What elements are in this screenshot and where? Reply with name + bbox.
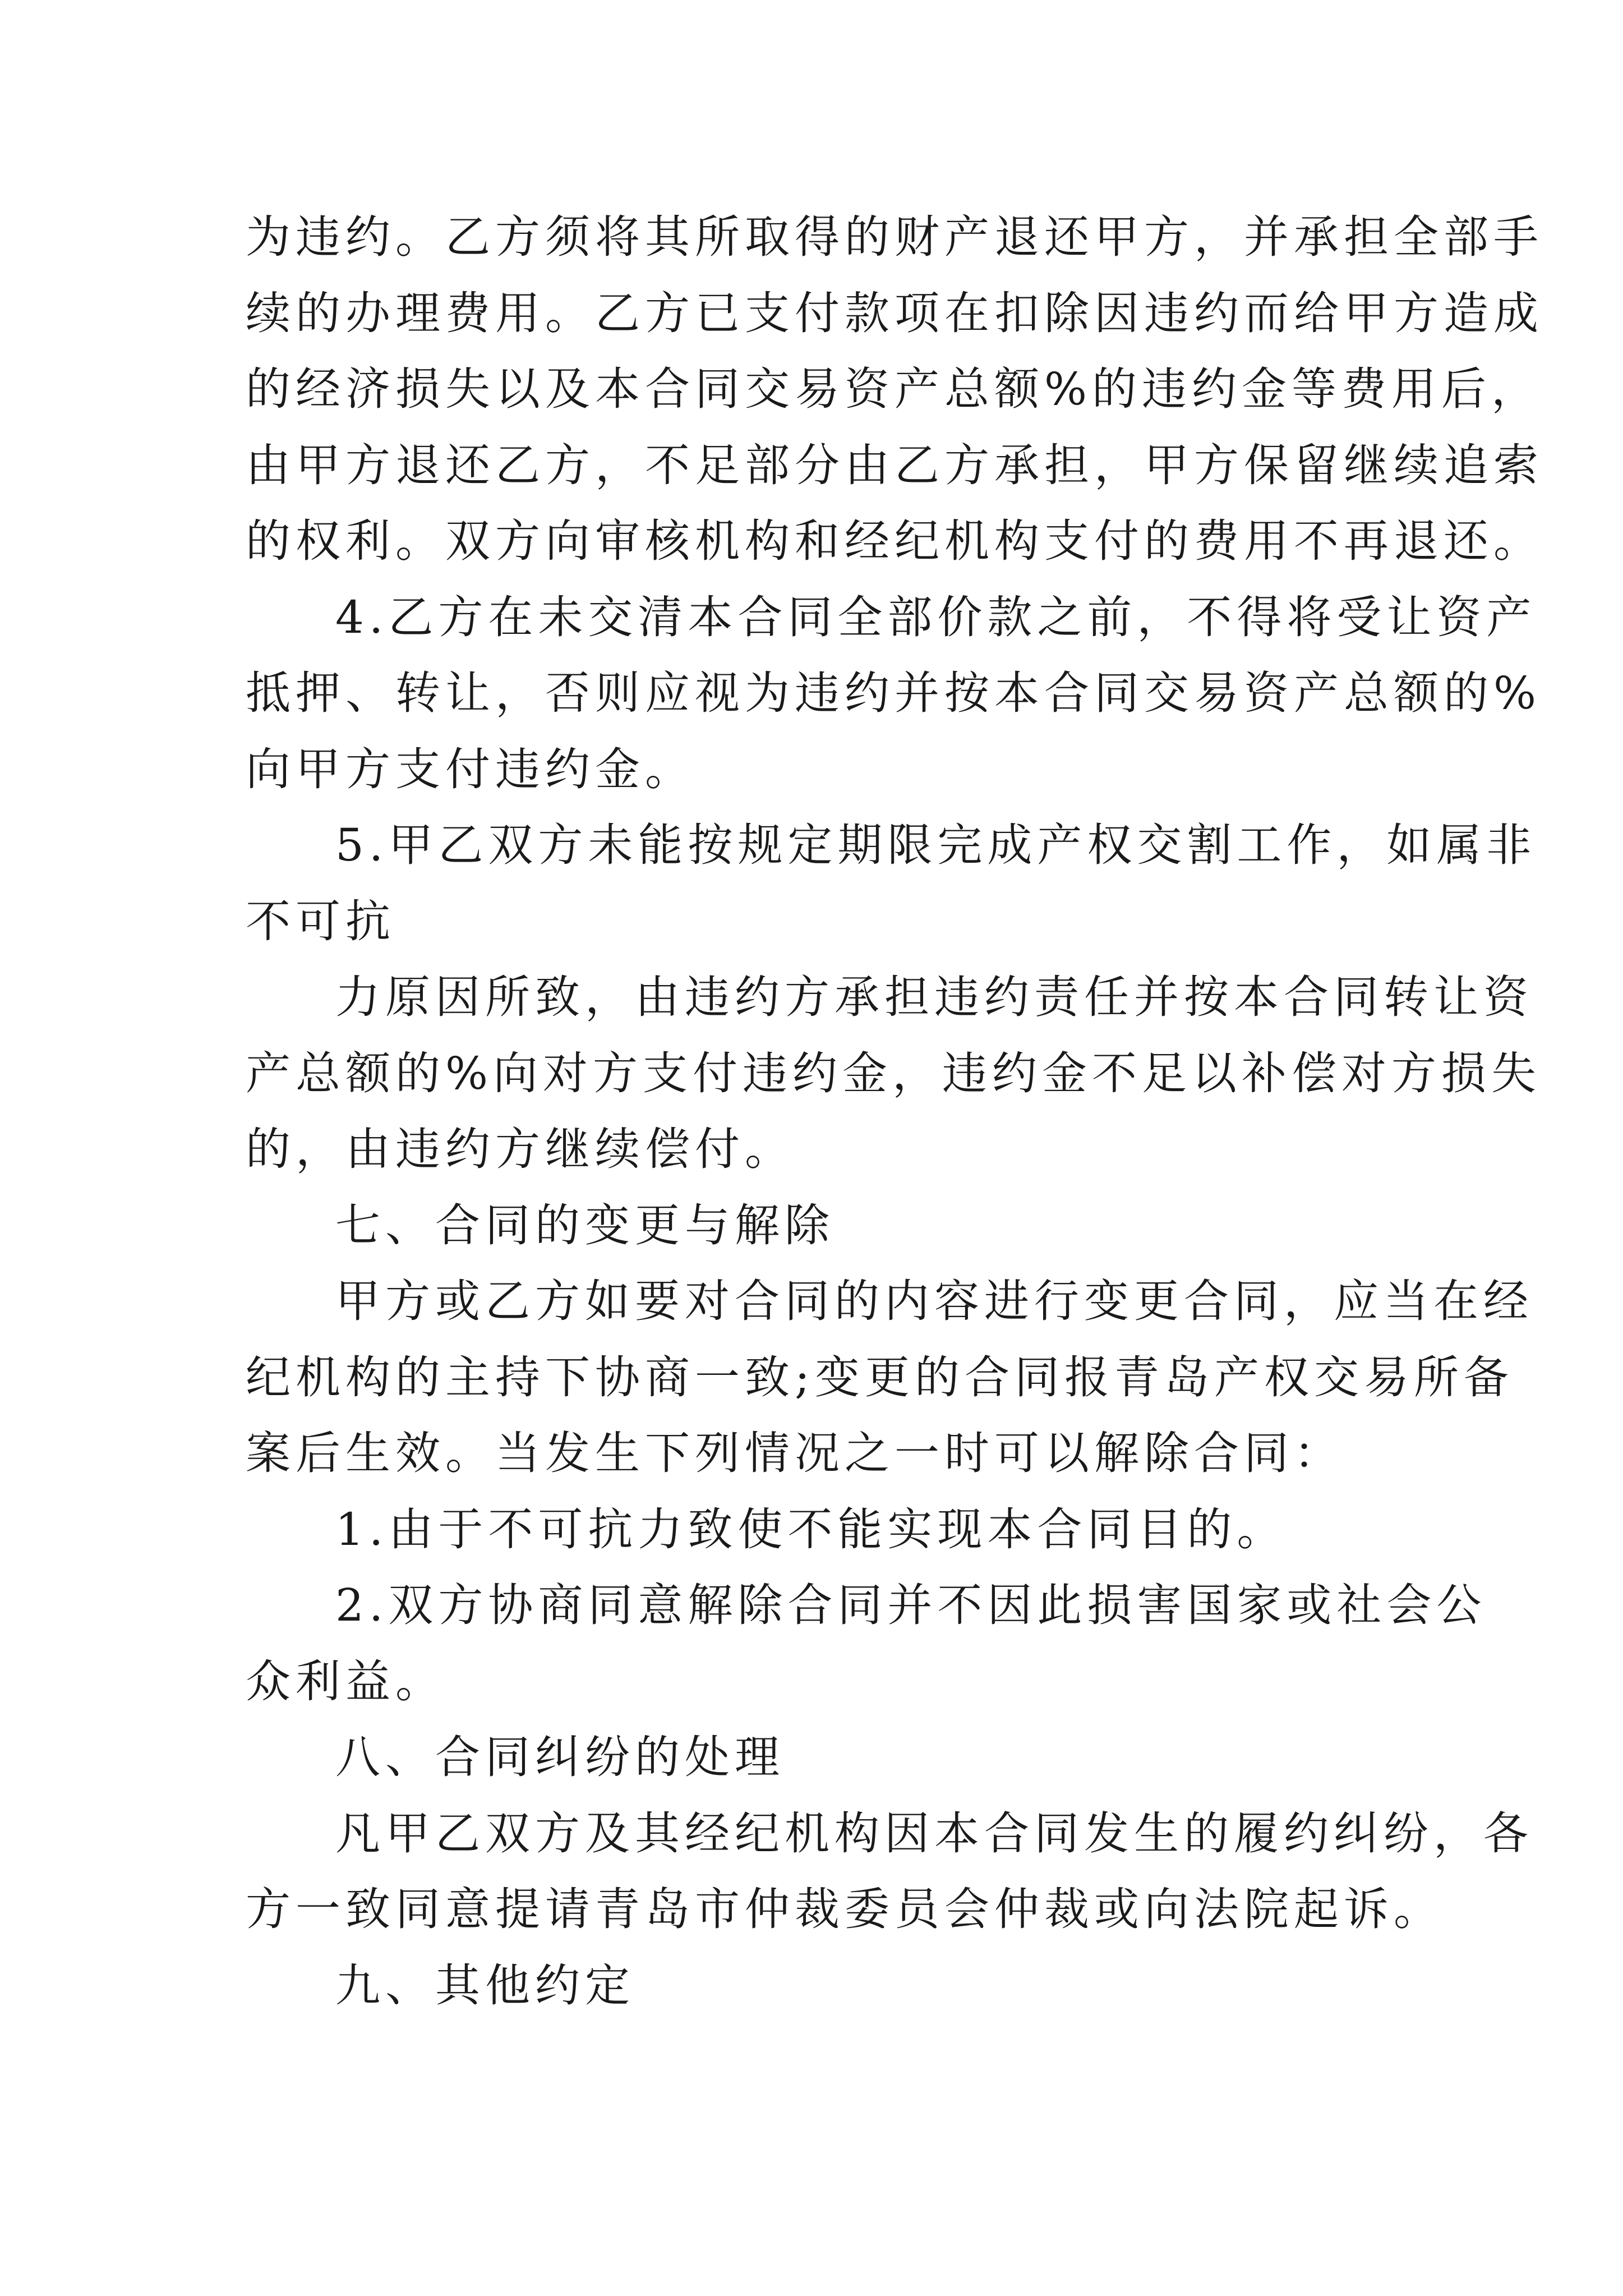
list-item-2: 2.双方协商同意解除合同并不因此损害国家或社会公 — [335, 1579, 1487, 1631]
section-heading-9: 九、其他约定 — [335, 1959, 635, 2012]
section-heading-8: 八、合同纠纷的处理 — [335, 1731, 785, 1783]
contract-body-text — [246, 199, 1543, 2023]
text-line: 方一致同意提请青岛市仲裁委员会仲裁或向法院起诉。 — [246, 1883, 1444, 1935]
text-line: 的经济损失以及本合同交易资产总额%的违约金等费用后， — [246, 363, 1542, 415]
text-line: 案后生效。当发生下列情况之一时可以解除合同： — [246, 1427, 1344, 1479]
text-line: 的权利。双方向审核机构和经纪机构支付的费用不再退还。 — [246, 515, 1543, 567]
text-line: 力原因所致，由违约方承担违约责任并按本合同转让资 — [335, 971, 1533, 1023]
text-line: 抵押、转让，否则应视为违约并按本合同交易资产总额的% — [246, 667, 1542, 719]
clause-4-line: 4.乙方在未交清本合同全部价款之前，不得将受让资产 — [335, 591, 1537, 643]
text-line: 不可抗 — [246, 895, 395, 947]
text-line: 由甲方退还乙方，不足部分由乙方承担，甲方保留继续追索 — [246, 439, 1543, 491]
section-heading-7: 七、合同的变更与解除 — [335, 1199, 834, 1251]
text-line: 甲方或乙方如要对合同的内容进行变更合同，应当在经 — [335, 1275, 1533, 1327]
clause-5-line: 5.甲乙双方未能按规定期限完成产权交割工作，如属非 — [335, 819, 1537, 871]
text-line: 续的办理费用。乙方已支付款项在扣除因违约而给甲方造成 — [246, 287, 1543, 339]
text-line: 凡甲乙双方及其经纪机构因本合同发生的履约纠纷，各 — [335, 1807, 1533, 1860]
text-line: 众利益。 — [246, 1655, 445, 1708]
text-line: 产总额的%向对方支付违约金，违约金不足以补偿对方损失 — [246, 1047, 1542, 1099]
text-line: 为违约。乙方须将其所取得的财产退还甲方，并承担全部手 — [246, 211, 1543, 263]
text-line: 向甲方支付违约金。 — [246, 743, 695, 795]
text-line: 的，由违约方继续偿付。 — [246, 1123, 795, 1175]
list-item-1: 1.由于不可抗力致使不能实现本合同目的。 — [335, 1503, 1287, 1556]
text-line: 纪机构的主持下协商一致;变更的合同报青岛产权交易所备 — [246, 1351, 1514, 1404]
